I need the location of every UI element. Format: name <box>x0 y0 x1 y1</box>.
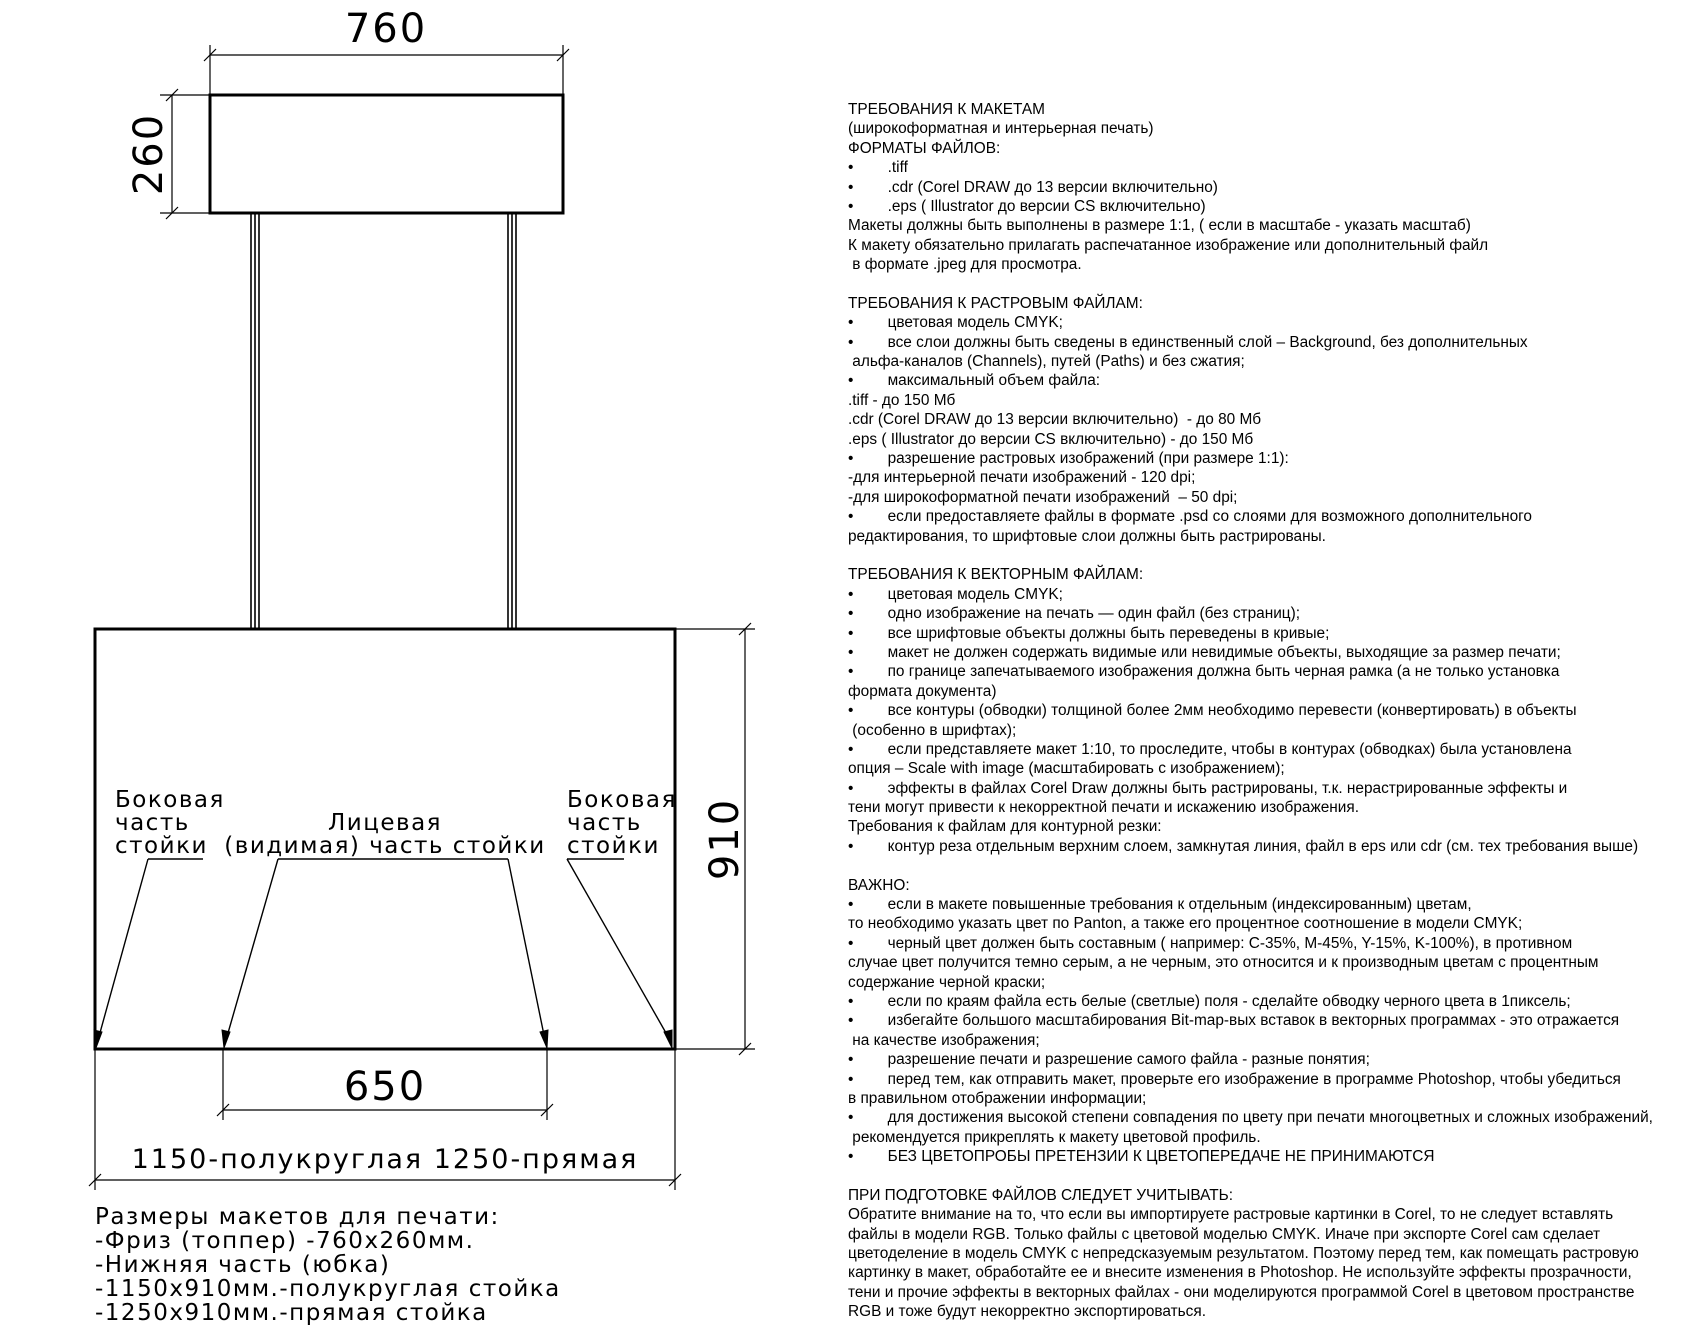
requirements-line: • для достижения высокой степени совпадения по цвету при печати многоцветных и сложных изображений, <box>848 1109 1653 1127</box>
requirements-line: ТРЕБОВАНИЯ К ВЕКТОРНЫМ ФАЙЛАМ: <box>848 566 1144 584</box>
requirements-line: • по границе запечатываемого изображения должна быть черная рамка (а не только установка <box>848 663 1560 681</box>
requirements-line <box>848 546 1688 565</box>
label-side-left-line-1: Боковая <box>115 787 225 813</box>
dim-text-650: 650 <box>343 1064 427 1110</box>
requirements-line: • черный цвет должен быть составным ( например: C-35%, M-45%, Y-15%, K-100%), в противном <box>848 934 1573 952</box>
requirements-line: ТРЕБОВАНИЯ К РАСТРОВЫМ ФАЙЛАМ: <box>848 294 1143 312</box>
label-front-line-1: Лицевая <box>327 810 443 836</box>
requirements-line: ВАЖНО: <box>848 876 910 894</box>
requirements-line: то необходимо указать цвет по Panton, а также его процентное соотношение в модели CMYK; <box>848 915 1523 933</box>
dim-text-760: 760 <box>344 6 428 52</box>
requirements-line <box>848 856 1688 875</box>
requirements-line: случае цвет получится темно серым, а не черным, это относится и к производным цветам с процентным <box>848 954 1599 972</box>
sizes-note-line-3: -Нижняя часть (юбка) <box>95 1252 391 1278</box>
requirements-line: • если в макете повышенные требования к отдельным (индексированным) цветам, <box>848 896 1472 914</box>
requirements-line <box>848 275 1688 294</box>
right-post <box>508 213 516 629</box>
requirements-line <box>848 1166 1688 1185</box>
dim-text-910: 910 <box>702 797 748 881</box>
sizes-note-line-1: Размеры макетов для печати: <box>95 1204 500 1230</box>
requirements-line: • если представляете макет 1:10, то проследите, чтобы в контурах (обводках) была установлена <box>848 740 1572 758</box>
requirements-line: .eps ( Illustrator до версии CS включительно) - до 150 Мб <box>848 430 1254 448</box>
requirements-line: рекомендуется прикреплять к макету цветовой профиль. <box>848 1128 1261 1146</box>
requirements-line: • все слои должны быть сведены в единственный слой – Background, без дополнительных <box>848 333 1528 351</box>
label-side-right-line-2: часть <box>567 810 642 836</box>
requirements-text <box>848 100 1688 1322</box>
requirements-line: • одно изображение на печать — один файл (без страниц); <box>848 605 1301 623</box>
requirements-line: картинку в макет, обработайте ее и внесите изменения в Photoshop. Не используйте эффекты прозрачности, <box>848 1264 1632 1282</box>
requirements-line: -для интерьерной печати изображений - 120 dpi; <box>848 469 1196 487</box>
sizes-note-line-5: -1250х910мм.-прямая стойка <box>95 1300 488 1326</box>
requirements-line: содержание черной краски; <box>848 973 1046 991</box>
requirements-line: ФОРМАТЫ ФАЙЛОВ: <box>848 139 1001 157</box>
requirements-line: • контур реза отдельным верхним слоем, замкнутая линия, файл в eps или cdr (см. тех требования выше) <box>848 837 1639 855</box>
requirements-line: Требования к файлам для контурной резки: <box>848 818 1162 836</box>
requirements-line: • разрешение растровых изображений (при размере 1:1): <box>848 450 1289 468</box>
requirements-line: • максимальный объем файла: <box>848 372 1101 390</box>
frieze-rectangle <box>210 95 563 213</box>
requirements-line: • если предоставляете файлы в формате .psd со слоями для возможного дополнительного <box>848 508 1532 526</box>
requirements-line: редактирования, то шрифтовые слои должны быть растрированы. <box>848 527 1326 545</box>
label-side-right-line-3: стойки <box>567 833 660 859</box>
requirements-line: • цветовая модель CMYK; <box>848 585 1063 603</box>
requirements-line: • все контуры (обводки) толщиной более 2мм необходимо перевести (конвертировать) в объекты <box>848 702 1577 720</box>
dim-line-760 <box>204 45 569 95</box>
requirements-line: формата документа) <box>848 682 997 700</box>
requirements-line: альфа-каналов (Channels), путей (Paths) и без сжатия; <box>848 353 1245 371</box>
requirements-line: ТРЕБОВАНИЯ К МАКЕТАМ <box>848 101 1045 118</box>
requirements-line: .tiff - до 150 Мб <box>848 391 956 409</box>
dim-text-total: 1150-полукруглая 1250-прямая <box>131 1144 639 1175</box>
requirements-line: • цветовая модель CMYK; <box>848 314 1063 332</box>
requirements-line: • избегайте большого масштабирования Bit-map-вых вставок в векторных программах - это отражается <box>848 1012 1620 1030</box>
label-side-right-line-1: Боковая <box>567 787 677 813</box>
label-side-left <box>115 787 225 859</box>
requirements-line: в правильном отображении информации; <box>848 1089 1147 1107</box>
requirements-line: (широкоформатная и интерьерная печать) <box>848 120 1154 138</box>
label-side-right <box>567 787 677 859</box>
requirements-line: • .tiff <box>848 159 908 177</box>
leader-arrowheads <box>94 1030 672 1048</box>
requirements-line: • эффекты в файлах Corel Draw должны быть растрированы, т.к. нерастрированные эффекты и <box>848 779 1568 797</box>
requirements-line: • макет не должен содержать видимые или невидимые объекты, выходящие за размер печати; <box>848 643 1561 661</box>
requirements-line: • перед тем, как отправить макет, проверьте его изображение в программе Photoshop, чтобы убедиться <box>848 1070 1621 1088</box>
requirements-line: опция – Scale with image (масштабировать с изображением); <box>848 760 1285 778</box>
requirements-line: (особенно в шрифтах); <box>848 721 1017 739</box>
requirements-line: • если по краям файла есть белые (светлые) поля - сделайте обводку черного цвета в 1пиксель; <box>848 992 1571 1010</box>
left-post <box>251 213 259 629</box>
requirements-line: • .eps ( Illustrator до версии CS включительно) <box>848 197 1206 215</box>
leader-lines <box>98 859 670 1040</box>
requirements-line: -для широкоформатной печати изображений – 50 dpi; <box>848 488 1238 506</box>
requirements-line: • все шрифтовые объекты должны быть переведены в кривые; <box>848 624 1330 642</box>
stand-drawing <box>0 0 840 1332</box>
sizes-note-line-2: -Фриз (топпер) -760х260мм. <box>95 1228 475 1254</box>
label-front-line-2: (видимая) часть стойки <box>224 833 546 859</box>
label-side-left-line-3: стойки <box>115 833 208 859</box>
requirements-line: файлы в модели RGB. Только файлы с цветовой моделью CMYK. Иначе при экспорте Corel сам сделает <box>848 1225 1601 1243</box>
requirements-line: в формате .jpeg для просмотра. <box>848 256 1082 274</box>
requirements-line: • разрешение печати и разрешение самого файла - разные понятия; <box>848 1051 1370 1069</box>
requirements-line: • .cdr (Corel DRAW до 13 версии включительно) <box>848 178 1218 196</box>
requirements-line: Макеты должны быть выполнены в размере 1:1, ( если в масштабе - указать масштаб) <box>848 217 1471 235</box>
requirements-line: • БЕЗ ЦВЕТОПРОБЫ ПРЕТЕНЗИИ К ЦВЕТОПЕРЕДАЧЕ НЕ ПРИНИМАЮТСЯ <box>848 1148 1435 1166</box>
label-side-left-line-2: часть <box>115 810 190 836</box>
sizes-note-line-4: -1150х910мм.-полукруглая стойка <box>95 1276 561 1302</box>
requirements-line: ПРИ ПОДГОТОВКЕ ФАЙЛОВ СЛЕДУЕТ УЧИТЫВАТЬ: <box>848 1186 1233 1204</box>
requirements-line: Обратите внимание на то, что если вы импортируете растровые картинки в Corel, то не следует вставлять <box>848 1206 1614 1224</box>
requirements-line: тени могут привести к некорректной печати и искажению изображения. <box>848 799 1360 817</box>
requirements-line: тени и прочие эффекты в векторных файлах - они моделируются программой Corel в цветовом пространстве <box>848 1283 1635 1301</box>
requirements-line: RGB и тоже будут некорректно экспортироваться. <box>848 1303 1206 1321</box>
label-front <box>224 810 545 859</box>
requirements-line: К макету обязательно прилагать распечатанное изображение или дополнительный файл <box>848 236 1489 254</box>
dim-text-260: 260 <box>126 112 172 196</box>
requirements-line: цветоделение в модель CMYK с непредсказуемым результатом. Поэтому перед тем, как помещать растровую <box>848 1245 1639 1263</box>
requirements-line: .cdr (Corel DRAW до 13 версии включительно) - до 80 Мб <box>848 411 1262 429</box>
sizes-note <box>95 1204 561 1326</box>
requirements-line: на качестве изображения; <box>848 1031 1040 1049</box>
